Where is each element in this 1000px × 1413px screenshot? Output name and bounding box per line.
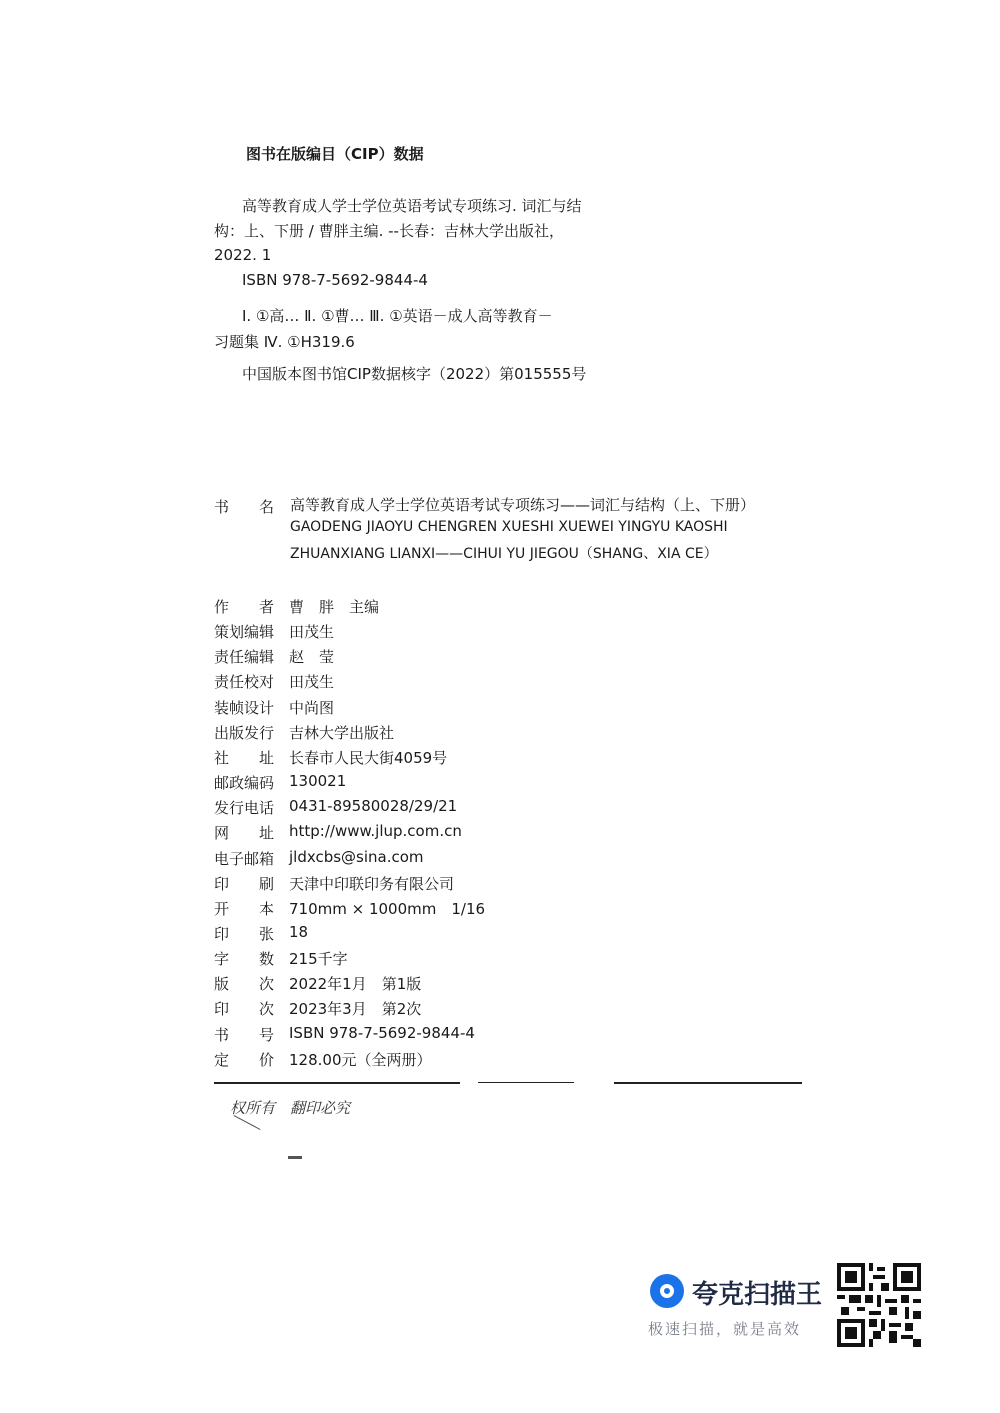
detail-label: 字 数 [214,950,275,969]
detail-value: 吉林大学出版社 [289,723,395,742]
detail-label: 印 张 [214,924,275,943]
detail-value: 128.00元（全两册） [289,1050,432,1069]
detail-label: 责任编辑 [214,648,275,667]
divider-line-left [214,1082,460,1084]
detail-label: 定 价 [214,1050,275,1069]
detail-value: 2023年3月 第2次 [289,1000,422,1019]
detail-label: 责任校对 [214,673,275,692]
detail-label: 邮政编码 [214,774,275,793]
detail-value: 710mm × 1000mm 1/16 [289,899,486,918]
detail-label: 网 址 [214,824,275,843]
detail-label: 印 次 [214,1000,275,1019]
detail-value: 0431-89580028/29/21 [289,797,458,816]
detail-value: 2022年1月 第1版 [289,975,422,994]
detail-value: 田茂生 [289,673,335,692]
detail-label: 开 本 [214,899,275,918]
detail-label: 装帧设计 [214,698,275,717]
scanner-brand-name: 夸克扫描王 [692,1280,823,1310]
detail-label: 书 号 [214,1025,275,1044]
detail-value: 田茂生 [289,623,335,642]
detail-value: 130021 [289,772,347,791]
detail-label: 出版发行 [214,723,275,742]
cip-isbn: ISBN 978-7-5692-9844-4 [242,271,428,289]
cip-classification-2: 习题集 Ⅳ. ①H319.6 [214,333,355,351]
detail-label: 社 址 [214,748,275,767]
divider-line-mid [478,1082,574,1083]
copyright-notice: 权所有 翻印必究 [230,1099,351,1117]
divider-line-right [614,1082,802,1084]
cip-title: 图书在版编目（CIP）数据 [246,145,424,163]
detail-value: 赵 莹 [289,648,335,667]
book-title-cn: 高等教育成人学士学位英语考试专项练习——词汇与结构（上、下册） [290,496,756,514]
cip-line-2: 构：上、下册 / 曹胖主编. --长春：吉林大学出版社， [214,222,564,240]
detail-label: 发行电话 [214,799,275,818]
detail-value: 18 [289,922,309,941]
qr-code-icon [837,1263,921,1347]
detail-label: 印 刷 [214,874,275,893]
detail-value: jldxcbs@sina.com [289,847,424,866]
detail-value: 215千字 [289,950,348,969]
detail-value: ISBN 978-7-5692-9844-4 [289,1023,475,1042]
scanner-tagline: 极速扫描，就是高效 [648,1320,802,1338]
book-title-pinyin-2: ZHUANXIANG LIANXI——CIHUI YU JIEGOU（SHANG、XIA CE） [290,546,718,562]
detail-label: 电子邮箱 [214,849,275,868]
book-title-pinyin-1: GAODENG JIAOYU CHENGREN XUESHI XUEWEI YINGYU KAOSHI [290,519,728,535]
detail-value: 曹 胖 主编 [289,598,380,616]
detail-label: 作 者 [214,598,275,616]
book-title-label: 书 名 [214,498,275,516]
scanner-watermark [646,1266,836,1346]
detail-label: 策划编辑 [214,623,275,642]
scan-mark-2 [288,1156,302,1159]
cip-line-3: 2022. 1 [214,246,272,264]
detail-value: 天津中印联印务有限公司 [289,874,455,893]
cip-line-1: 高等教育成人学士学位英语考试专项练习. 词汇与结 [242,197,582,215]
detail-value: 中尚图 [289,698,335,717]
detail-value: 长春市人民大街4059号 [289,748,448,767]
detail-value: http://www.jlup.com.cn [289,822,462,841]
quark-logo-icon [650,1274,684,1308]
cip-classification-1: Ⅰ. ①高… Ⅱ. ①曹… Ⅲ. ①英语－成人高等教育－ [242,307,553,325]
detail-label: 版 次 [214,975,275,994]
cip-record-number: 中国版本图书馆CIP数据核字（2022）第015555号 [242,365,587,383]
